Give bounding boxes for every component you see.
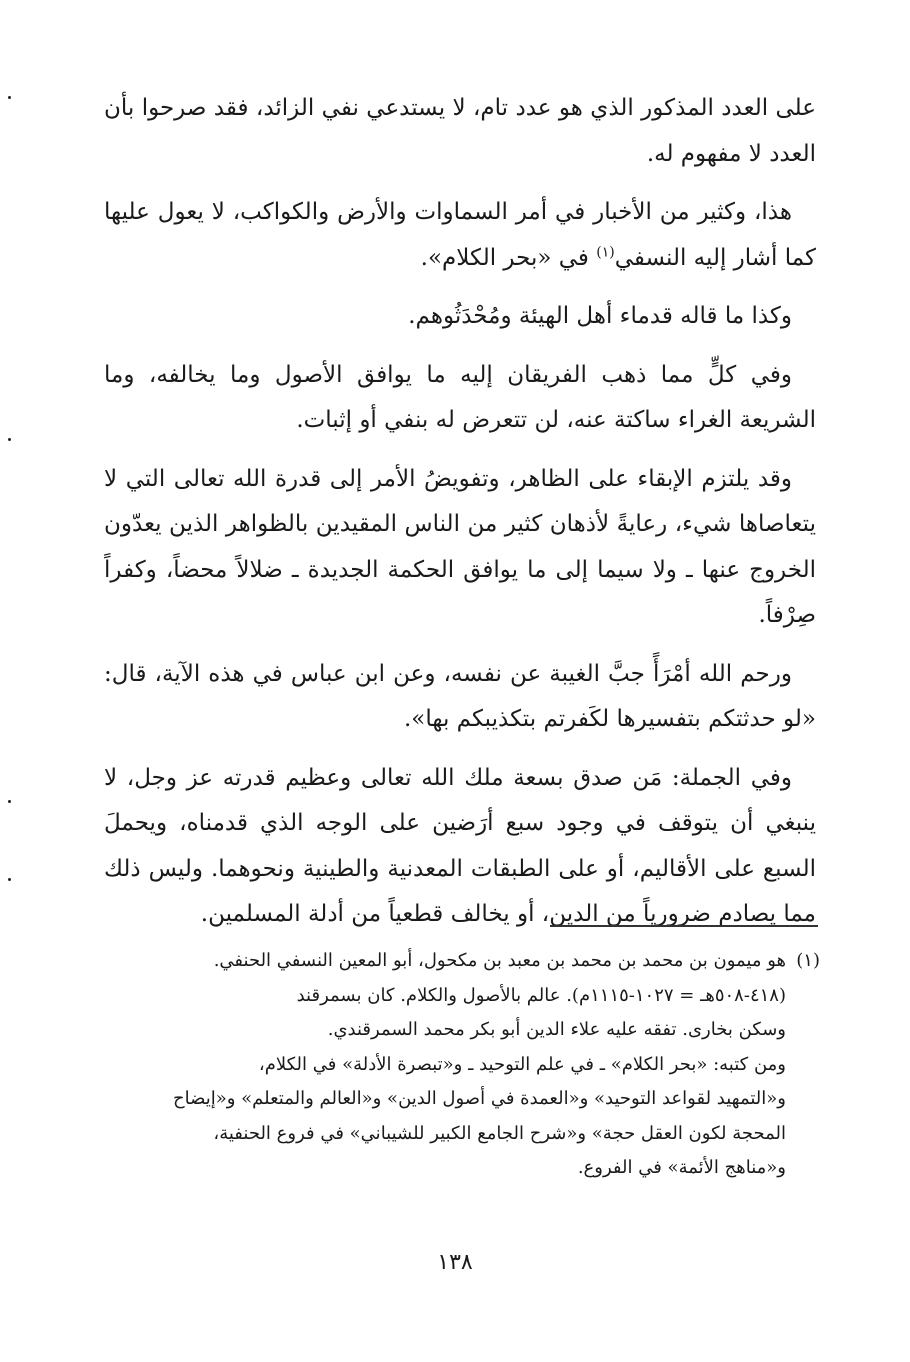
- paragraph-2-text: هذا، وكثير من الأخبار في أمر السماوات والأرض والكواكب، لا يعول عليها كما أشار إليه النسفي: [104, 199, 816, 271]
- footnote-line: المحجة لكون العقل حجة» و«شرح الجامع الكبير للشيباني» في فروع الحنفية،: [213, 1122, 786, 1144]
- footnote-line: و«التمهيد لقواعد التوحيد» و«العمدة في أصول الدين» و«العالم والمتعلم» و«إيضاح: [172, 1088, 786, 1109]
- main-text: [104, 86, 816, 951]
- footnote-line: و«مناهج الأئمة» في الفروع.: [577, 1157, 786, 1178]
- paragraph-4: وفي كلٍّ مما ذهب الفريقان إليه ما يوافق الأصول وما يخالفه، وما الشريعة الغراء ساكتة عنه، لن تتعرض له بنفي أو إثبات.: [104, 361, 816, 433]
- paragraph-2-tail: في «بحر الكلام».: [420, 244, 589, 271]
- scan-speck: [8, 878, 11, 881]
- page-number: ١٣٨: [437, 1250, 473, 1275]
- footnote-number: (١): [796, 950, 820, 971]
- paragraph-1: على العدد المذكور الذي هو عدد تام، لا يستدعي نفي الزائد، فقد صرحوا بأن العدد لا مفهوم له.: [104, 95, 816, 167]
- footnote-line: (٤١٨-٥٠٨هـ = ١٠٢٧-١١١٥م). عالم بالأصول والكلام. كان بسمرقند: [296, 984, 786, 1006]
- footnote-1: [104, 944, 820, 1186]
- paragraph-3: وكذا ما قاله قدماء أهل الهيئة ومُحْدَثُوهم.: [408, 303, 792, 329]
- footnote-line: ومن كتبه: «بحر الكلام» ـ في علم التوحيد ـ و«تبصرة الأدلة» في الكلام،: [258, 1053, 786, 1075]
- footnote-line: هو ميمون بن محمد بن محمد بن معبد بن مكحول، أبو المعين النسفي الحنفي.: [213, 950, 786, 971]
- footnote-line: وسكن بخارى. تفقه عليه علاء الدين أبو بكر محمد السمرقندي.: [327, 1019, 786, 1040]
- paragraph-2: [104, 190, 816, 281]
- scan-speck: [8, 438, 11, 441]
- paragraph-7: وفي الجملة: مَن صدق بسعة ملك الله تعالى وعظيم قدرته عز وجل، لا ينبغي أن يتوقف في وجود سبع أرَضين على الوجه الذي قدمناه، ويحملَ السبع على الأقاليم، أو على الطبقات المعدنية والطينية ونحوهما. وليس ذلك مما يصادم ضرورياً من الدين، أو يخالف قطعياً من أدلة المسلمين.: [104, 764, 816, 927]
- footnotes: [104, 944, 820, 1186]
- paragraph-5: وقد يلتزم الإبقاء على الظاهر، وتفويضُ الأمر إلى قدرة الله تعالى التي لا يتعاصاها شيء، رعايةً لأذهان كثير من الناس المقيدين بالظواهر الذين يعدّون الخروج عنها ـ ولا سيما إلى ما يوافق الحكمة الجديدة ـ ضلالاً محضاً، وكفراً صِرْفاً.: [104, 465, 816, 628]
- scan-speck: [8, 96, 11, 99]
- footnote-separator: [550, 925, 818, 927]
- footnote-reference: (١): [596, 243, 615, 260]
- scan-speck: [8, 800, 11, 803]
- paragraph-6: ورحم الله أمْرَأً جبَّ الغيبة عن نفسه، وعن ابن عباس في هذه الآية، قال: «لو حدثتكم بتفسيرها لكَفرتم بتكذيبكم بها».: [104, 660, 816, 732]
